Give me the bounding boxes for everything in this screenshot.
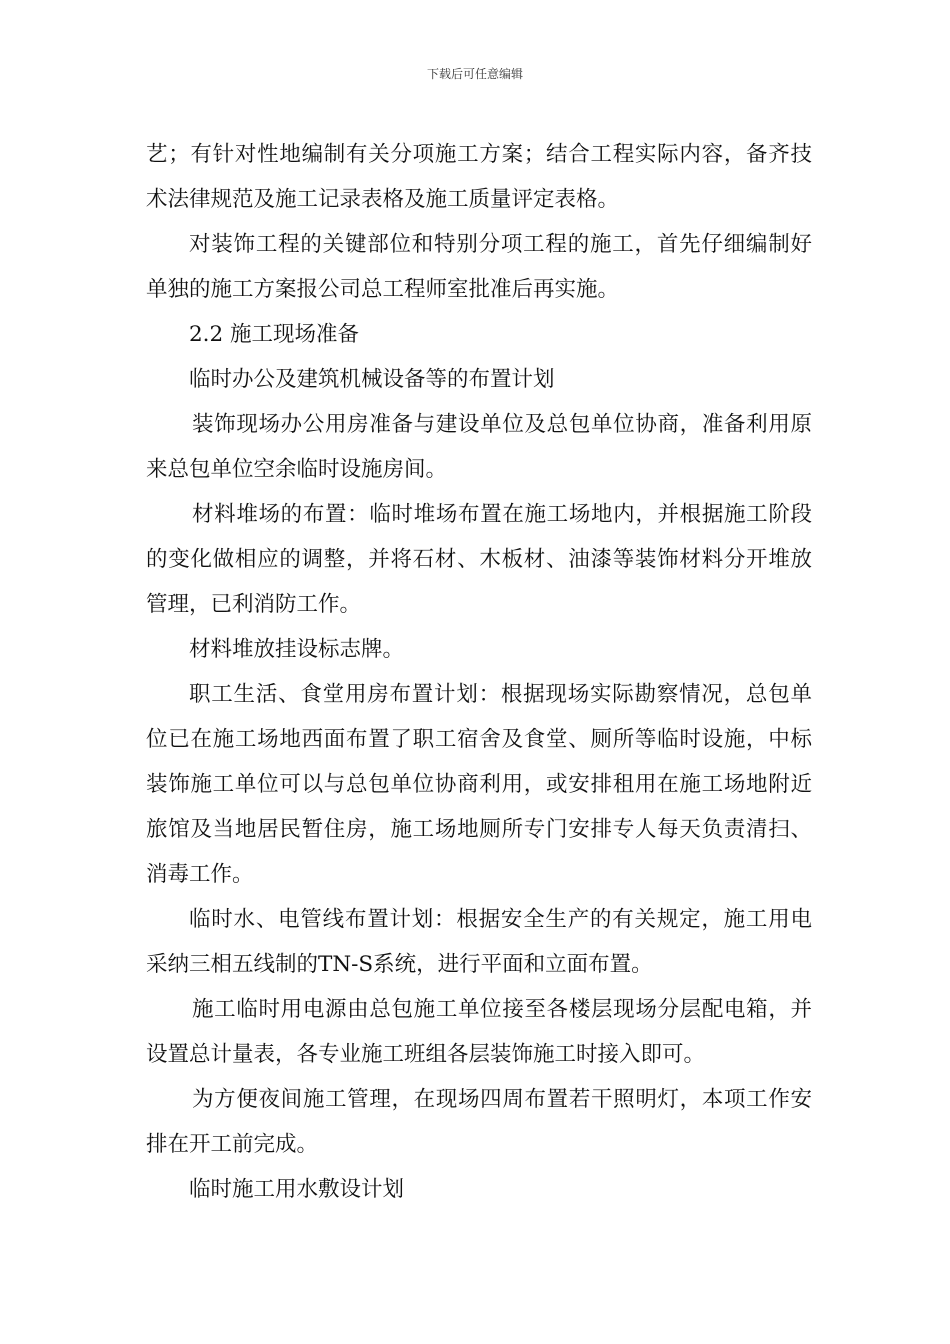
paragraph-1: 艺；有针对性地编制有关分项施工方案；结合工程实际内容，备齐技术法律规范及施工记录表格及施工质量评定表格。 <box>146 142 812 212</box>
document-body <box>146 132 812 1212</box>
paragraph-material-yard: 材料堆场的布置：临时堆场布置在施工场地内，并根据施工阶段的变化做相应的调整，并将石材、木板材、油漆等装饰材料分开堆放管理，已利消防工作。 <box>146 502 812 617</box>
paragraph-night-lighting: 为方便夜间施工管理，在现场四周布置若干照明灯，本项工作安排在开工前完成。 <box>146 1087 812 1157</box>
section-heading-2-2: 2.2 施工现场准备 <box>189 322 360 347</box>
paragraph-signboard: 材料堆放挂设标志牌。 <box>189 637 405 662</box>
paragraph-water-electric: 临时水、电管线布置计划：根据安全生产的有关规定，施工用电采纳三相五线制的TN-S系统，进行平面和立面布置。 <box>146 907 812 977</box>
paragraph-staff-housing: 职工生活、食堂用房布置计划：根据现场实际勘察情况，总包单位已在施工场地西面布置了职工宿舍及食堂、厕所等临时设施，中标装饰施工单位可以与总包单位协商利用，或安排租用在施工场地附近旅馆及当地居民暂住房，施工场地厕所专门安排专人每天负责清扫、消毒工作。 <box>146 682 812 887</box>
paragraph-2: 对装饰工程的关键部位和特别分项工程的施工，首先仔细编制好单独的施工方案报公司总工程师室批准后再实施。 <box>146 232 812 302</box>
subheading-temporary-office: 临时办公及建筑机械设备等的布置计划 <box>189 367 555 392</box>
subheading-water-plan: 临时施工用水敷设计划 <box>189 1177 405 1202</box>
paragraph-office-rooms: 装饰现场办公用房准备与建设单位及总包单位协商，准备利用原来总包单位空余临时设施房间。 <box>146 412 812 482</box>
paragraph-power-supply: 施工临时用电源由总包施工单位接至各楼层现场分层配电箱，并设置总计量表，各专业施工班组各层装饰施工时接入即可。 <box>146 997 812 1067</box>
page-header: 下载后可任意编辑 <box>426 67 523 81</box>
